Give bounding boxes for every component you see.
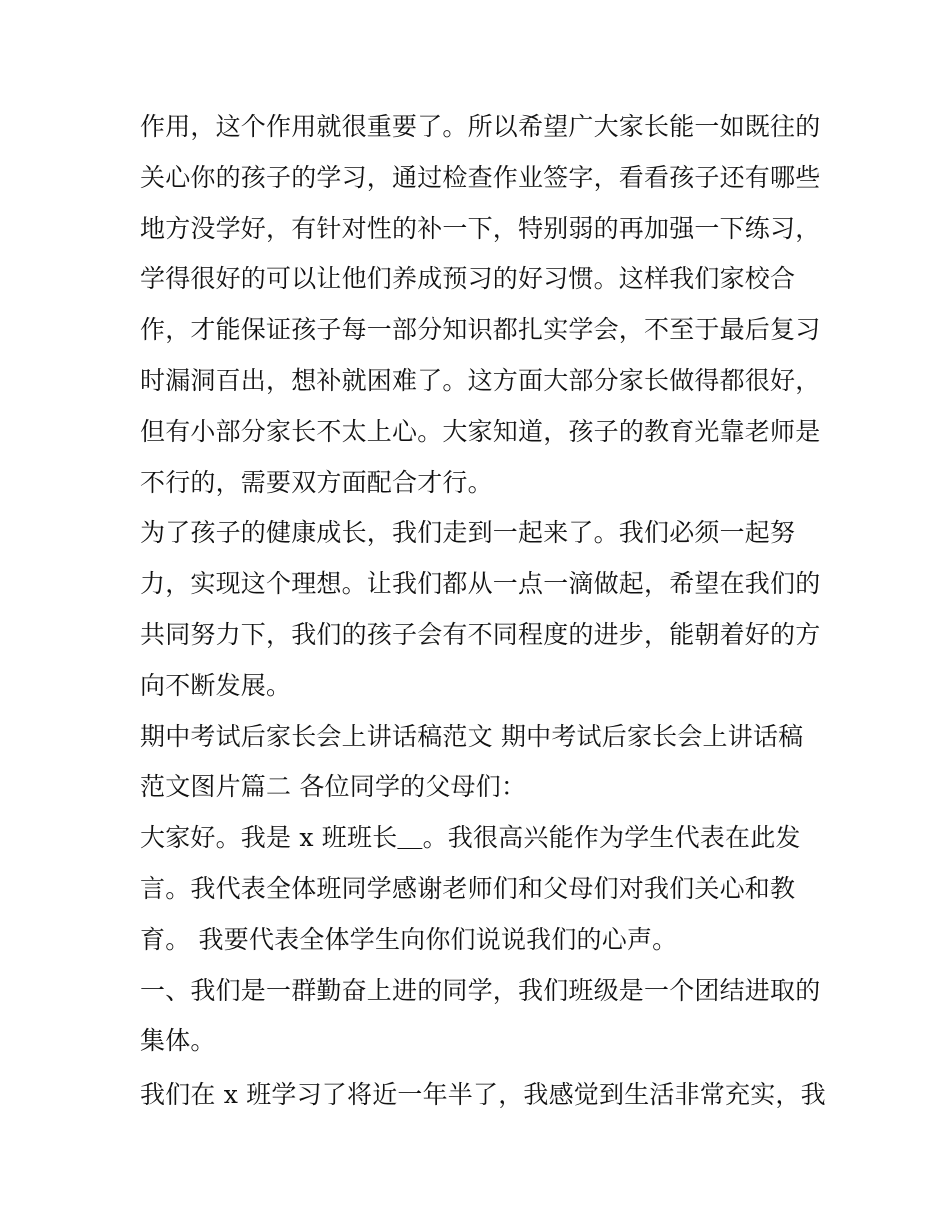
document-body [140, 102, 826, 1121]
text-line: 集体。 [140, 1026, 216, 1056]
text-line: 关心你的孩子的学习，通过检查作业签字，看看孩子还有哪些 [140, 162, 821, 192]
text-line: 育。 我要代表全体学生向你们说说我们的心声。 [140, 924, 678, 954]
text-line: 向不断发展。 [140, 670, 292, 700]
text-line: 一、我们是一群勤奋上进的同学，我们班级是一个团结进取的 [140, 975, 821, 1005]
text-line: 不行的，需要双方面配合才行。 [140, 467, 493, 497]
text-line: 范文图片篇二 各位同学的父母们： [140, 772, 527, 802]
text-line: 作，才能保证孩子每一部分知识都扎实学会，不至于最后复习 [140, 315, 821, 345]
text-line: 但有小部分家长不太上心。大家知道，孩子的教育光靠老师是 [140, 416, 821, 446]
text-line: 大家好。我是 x 班班长＿。我很高兴能作为学生代表在此发 [140, 823, 801, 853]
text-line: 力，实现这个理想。让我们都从一点一滴做起，希望在我们的 [140, 569, 821, 599]
text-line: 为了孩子的健康成长，我们走到一起来了。我们必须一起努 [140, 518, 796, 548]
text-line: 言。我代表全体班同学感谢老师们和父母们对我们关心和教 [140, 873, 796, 903]
text-line: 我们在 x 班学习了将近一年半了，我感觉到生活非常充实，我 [140, 1080, 826, 1110]
text-line: 学得很好的可以让他们养成预习的好习惯。这样我们家校合 [140, 264, 796, 294]
text-line: 地方没学好，有针对性的补一下，特别弱的再加强一下练习， [140, 213, 821, 243]
text-line: 时漏洞百出，想补就困难了。这方面大部分家长做得都很好， [140, 365, 821, 395]
text-line: 共同努力下，我们的孩子会有不同程度的进步，能朝着好的方 [140, 619, 821, 649]
text-line: 期中考试后家长会上讲话稿范文 期中考试后家长会上讲话稿 [140, 721, 804, 751]
text-line: 作用，这个作用就很重要了。所以希望广大家长能一如既往的 [140, 112, 821, 141]
